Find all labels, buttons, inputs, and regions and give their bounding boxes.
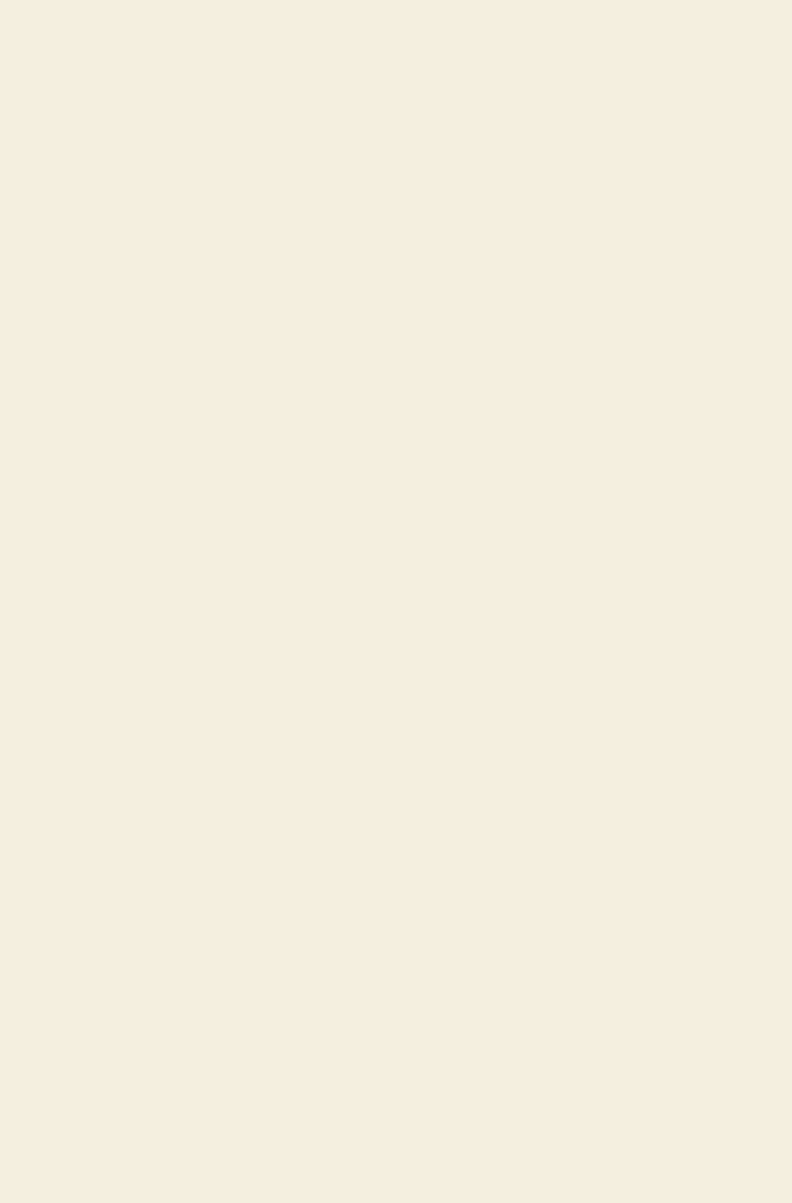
header-blinder: [485, 203, 525, 303]
header-arbeits: [603, 180, 643, 303]
header-irrefuehrung: [555, 203, 575, 303]
header-gesamt: [710, 180, 764, 303]
header-schau: [669, 180, 689, 303]
header-sonst: [419, 203, 475, 303]
header-rauchfang: [368, 203, 408, 303]
